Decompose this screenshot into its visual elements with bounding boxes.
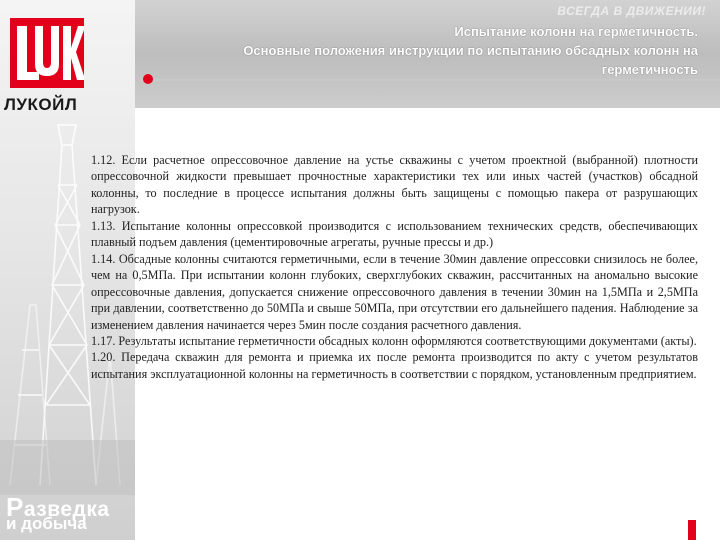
caption-initial: Р (6, 492, 24, 522)
title-line: герметичность (601, 62, 698, 77)
document-body (91, 152, 698, 382)
slogan: ВСЕГДА В ДВИЖЕНИИ! (557, 4, 706, 18)
paragraph: 1.13. Испытание колонны опрессовкой производится с использованием технических средств, обеспечивающих плавный подъем давления (цементировочные агрегаты, ручные прессы и др.) (91, 218, 698, 250)
lukoil-logo-mark-icon (10, 18, 84, 88)
lukoil-logo (10, 18, 84, 88)
brand-name: ЛУКОЙЛ (4, 95, 78, 114)
title-line: Испытание колонн на герметичность. (454, 24, 698, 39)
paragraph: 1.20. Передача скважин для ремонта и приемка их после ремонта производится по акту с учетом результатов испытания эксплуатационной колонны на герметичность в соответствии с порядком, установленным предприятием. (91, 350, 698, 381)
header-divider (140, 79, 720, 81)
paragraph: 1.12. Если расчетное опрессовочное давление на устье скважины с учетом проектной (выбранной) плотности опрессовочной жидкости превышает прочностные характеристики тех или иных частей (участков) обсадной колонны, то последние в процессе испытания должны быть защищены с помощью пакера от разрушающих нагрузок. (91, 153, 698, 217)
title-line: Основные положения инструкции по испытанию обсадных колонн на (243, 43, 698, 58)
red-dot (143, 74, 153, 84)
slide-title (178, 22, 698, 79)
section-caption-line2: и добыча (6, 514, 87, 533)
header-band (135, 0, 720, 108)
caption-rest: азведка (23, 498, 110, 521)
paragraph: 1.17. Результаты испытание герметичности обсадных колонн оформляются соответствующими документами (акты). (91, 333, 697, 348)
paragraph: 1.14. Обсадные колонны считаются герметичными, если в течение 30мин давление опрессовки снизилось не более, чем на 0,5МПа. При испытании колонн глубоких, сверхглубоких скважин, рассчитанных на аномально высокие опрессовочные давления, допускается снижение опрессовочного давления в течении 30мин на 1,5МПа и 2,5МПа при давлении, соответственно до 50МПа и свыше 50МПа, при отсутствии его дальнейшего падения. Наблюдение за изменением давления начинается через 5мин после создания расчетного давления. (91, 251, 698, 332)
red-marker (688, 520, 696, 540)
